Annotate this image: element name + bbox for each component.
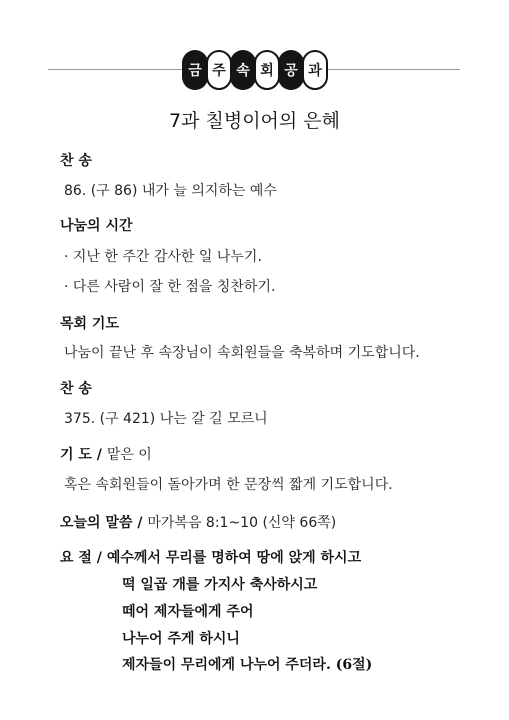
badge-char-4: 회 — [254, 50, 280, 90]
series-title-badge — [182, 50, 326, 90]
scripture-separator: / — [132, 515, 148, 531]
pastoral-prayer-heading: 목회 기도 — [60, 316, 119, 332]
badge-char-2: 주 — [206, 50, 232, 90]
memory-verse-heading: 요 절 — [60, 550, 92, 566]
lesson-title: 7과 칠병이어의 은혜 — [169, 110, 340, 132]
scripture-line — [60, 512, 336, 532]
memory-verse-text-2: 떡 일곱 개를 가지사 축사하시고 — [122, 577, 318, 593]
prayer-heading: 기 도 — [60, 447, 92, 463]
memory-verse-text-3: 떼어 제자들에게 주어 — [122, 604, 254, 620]
memory-verse-text-5: 제자들이 무리에게 나누어 주더라. (6절) — [122, 657, 373, 673]
hymn1-text: 86. (구 86) 내가 늘 의지하는 예수 — [64, 183, 277, 199]
badge-char-1: 금 — [182, 50, 208, 90]
sharing-heading: 나눔의 시간 — [60, 218, 133, 234]
prayer-assignee: 맡은 이 — [106, 447, 152, 463]
badge-char-5: 공 — [278, 50, 304, 90]
memory-verse-line-1 — [60, 547, 361, 567]
badge-char-3: 속 — [230, 50, 256, 90]
hymn2-heading: 찬 송 — [60, 381, 92, 397]
sharing-bullet-1: · 지난 한 주간 감사한 일 나누기. — [64, 249, 262, 265]
hymn1-heading: 찬 송 — [60, 153, 92, 169]
prayer-separator: / — [91, 447, 107, 463]
prayer-text: 혹은 속회원들이 돌아가며 한 문장씩 짧게 기도합니다. — [64, 477, 393, 493]
memory-verse-text-1: 예수께서 무리를 명하여 땅에 앉게 하시고 — [106, 550, 362, 566]
badge-char-6: 과 — [302, 50, 328, 90]
pastoral-prayer-text: 나눔이 끝난 후 속장님이 속회원들을 축복하며 기도합니다. — [64, 345, 420, 361]
prayer-line — [60, 444, 152, 464]
hymn2-text: 375. (구 421) 나는 갈 길 모르니 — [64, 411, 268, 427]
memory-verse-text-4: 나누어 주게 하시니 — [122, 631, 240, 647]
sharing-bullet-2: · 다른 사람이 잘 한 점을 칭찬하기. — [64, 279, 276, 295]
memory-verse-separator: / — [91, 550, 107, 566]
scripture-heading: 오늘의 말씀 — [60, 515, 133, 531]
scripture-reference: 마가복음 8:1~10 (신약 66쪽) — [147, 515, 337, 531]
